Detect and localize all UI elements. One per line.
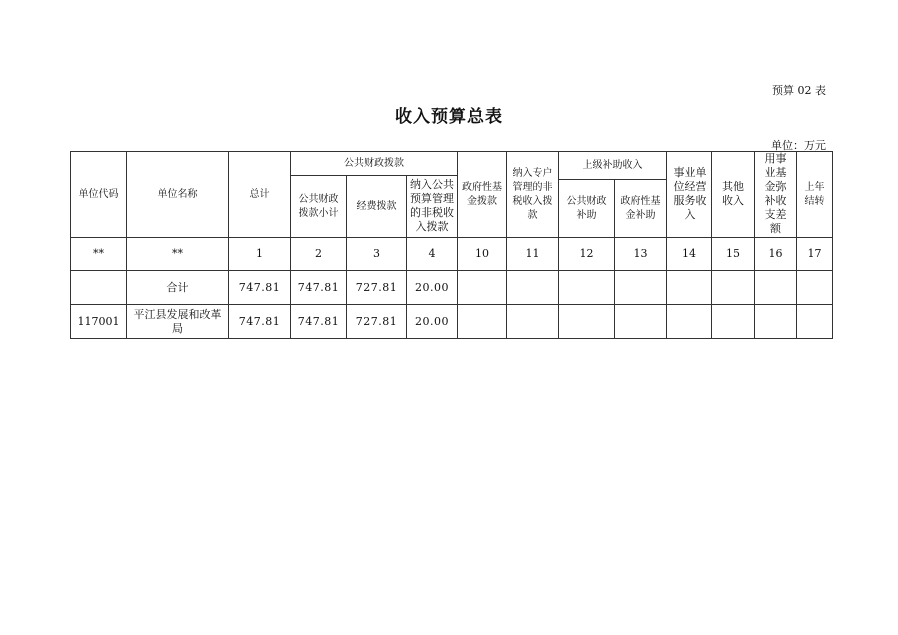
- index-cell: 4: [407, 238, 458, 271]
- index-cell: **: [127, 238, 229, 271]
- header-other-income: 其他收入: [712, 152, 755, 238]
- index-cell: 14: [667, 238, 712, 271]
- page-title: 收入预算总表: [395, 107, 503, 127]
- header-public-finance-subsidy: 公共财政补助: [559, 180, 615, 238]
- cell-non-tax-in-budget: 20.00: [407, 271, 458, 305]
- header-non-tax-in-budget: 纳入公共预算管理的非税收入拨款: [407, 176, 458, 238]
- cell-non-tax-in-budget: 20.00: [407, 305, 458, 339]
- header-carryover: 上年结转: [797, 152, 833, 238]
- index-cell: 17: [797, 238, 833, 271]
- cell-unit-name: 合计: [127, 271, 229, 305]
- cell-pf-subtotal: 747.81: [291, 271, 347, 305]
- index-cell: **: [71, 238, 127, 271]
- cell-empty: [615, 271, 667, 305]
- header-unit-name: 单位名称: [127, 152, 229, 238]
- index-cell: 3: [347, 238, 407, 271]
- index-cell: 13: [615, 238, 667, 271]
- cell-empty: [559, 305, 615, 339]
- cell-total: 747.81: [229, 305, 291, 339]
- header-unit-code: 单位代码: [71, 152, 127, 238]
- cell-total: 747.81: [229, 271, 291, 305]
- index-cell: 2: [291, 238, 347, 271]
- index-cell: 15: [712, 238, 755, 271]
- cell-operating-funds: 727.81: [347, 305, 407, 339]
- cell-empty: [458, 305, 507, 339]
- index-cell: 11: [507, 238, 559, 271]
- cell-unit-code: [71, 271, 127, 305]
- table-row-total: [71, 271, 833, 305]
- header-public-finance-group: 公共财政拨款: [291, 152, 458, 176]
- cell-empty: [458, 271, 507, 305]
- header-superior-subsidy-group: 上级补助收入: [559, 152, 667, 180]
- index-cell: 1: [229, 238, 291, 271]
- cell-empty: [615, 305, 667, 339]
- cell-empty: [507, 271, 559, 305]
- income-budget-table: [70, 151, 833, 339]
- header-gov-fund: 政府性基金拨款: [458, 152, 507, 238]
- cell-empty: [507, 305, 559, 339]
- header-gov-fund-subsidy: 政府性基金补助: [615, 180, 667, 238]
- header-business-income: 事业单位经营服务收入: [667, 152, 712, 238]
- header-business-fund: 用事业基金弥补收支差额: [755, 152, 797, 238]
- index-cell: 16: [755, 238, 797, 271]
- index-cell: 10: [458, 238, 507, 271]
- cell-empty: [755, 271, 797, 305]
- cell-empty: [797, 305, 833, 339]
- cell-empty: [712, 305, 755, 339]
- column-index-row: [71, 238, 833, 271]
- cell-empty: [712, 271, 755, 305]
- cell-operating-funds: 727.81: [347, 271, 407, 305]
- table-row: [71, 305, 833, 339]
- header-operating-funds: 经费拨款: [347, 176, 407, 238]
- cell-pf-subtotal: 747.81: [291, 305, 347, 339]
- cell-empty: [667, 271, 712, 305]
- cell-empty: [559, 271, 615, 305]
- cell-unit-name: 平江县发展和改革局: [127, 305, 229, 339]
- header-pf-subtotal: 公共财政拨款小计: [291, 176, 347, 238]
- unit-label: 单位：万元: [771, 139, 826, 152]
- header-total: 总计: [229, 152, 291, 238]
- header-non-tax-special: 纳入专户管理的非税收入拨款: [507, 152, 559, 238]
- cell-unit-code: 117001: [71, 305, 127, 339]
- cell-empty: [797, 271, 833, 305]
- form-number: 预算 02 表: [772, 84, 826, 97]
- index-cell: 12: [559, 238, 615, 271]
- cell-empty: [667, 305, 712, 339]
- cell-empty: [755, 305, 797, 339]
